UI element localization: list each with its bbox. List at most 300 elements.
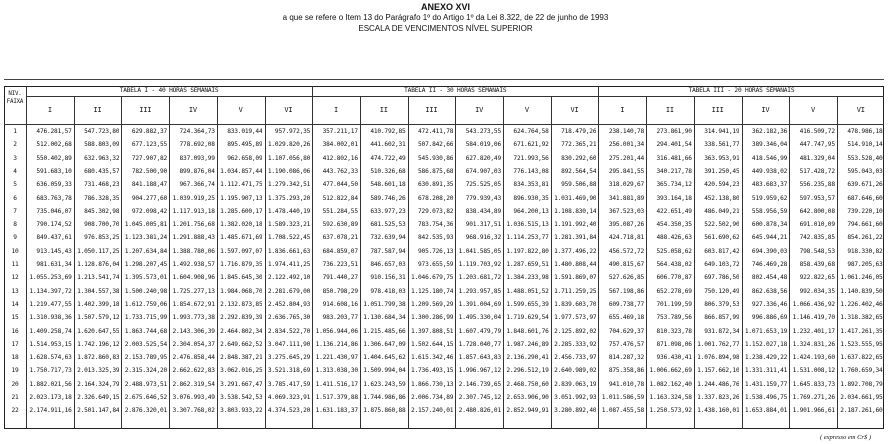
faixa-cell: 1 xyxy=(13,128,17,135)
table-cell: 746.469,28 xyxy=(751,261,788,268)
table-cell: 476.281,57 xyxy=(36,128,72,135)
table-cell: 790.174,52 xyxy=(36,221,72,229)
table-cell: 862.638,56 xyxy=(751,287,788,295)
table-cell: 551.284,55 xyxy=(322,207,358,215)
table-cell: 1.854.672,91 xyxy=(172,300,215,308)
table-cell: 4.374.523,20 xyxy=(267,407,311,415)
table-cell: 2.468.750,60 xyxy=(506,380,549,388)
table-cell: 1.011.586,59 xyxy=(601,394,645,401)
table-cell: 597.953,57 xyxy=(799,194,835,202)
table-cell: 1.001.762,77 xyxy=(697,340,740,348)
table-cell: 1.191.992,40 xyxy=(554,221,597,229)
table-cell: 1.845.645,30 xyxy=(220,274,263,282)
table-cell: 1.488.051,52 xyxy=(506,287,549,295)
table-cell: 2.174.911,16 xyxy=(29,407,72,415)
table-cell: 389.346,04 xyxy=(751,141,788,149)
table-cell: 732.639,94 xyxy=(370,234,406,242)
table-cell: 1.382.020,18 xyxy=(220,221,263,229)
table-cell: 1.589.323,21 xyxy=(267,221,311,229)
table-cell: 525.058,62 xyxy=(656,247,692,255)
table-cell: 918.330,82 xyxy=(847,247,883,255)
table-cell: 1.324.831,26 xyxy=(792,340,835,348)
table-cell: 1.221.430,97 xyxy=(315,354,358,362)
table-cell: 1.061.246,05 xyxy=(840,274,883,282)
faixa-cell: 19 xyxy=(11,367,19,375)
table-cell: 1.114.253,77 xyxy=(506,234,549,242)
level-header: V xyxy=(524,106,529,114)
table-cell: 1.055.253,69 xyxy=(29,274,72,282)
table-cell: 776.143,08 xyxy=(513,167,549,175)
table-cell: 3.062.016,25 xyxy=(220,367,263,375)
table-cell: 478.986,18 xyxy=(847,128,883,135)
table-cell: 871.098,06 xyxy=(656,340,692,348)
document-title: ANEXO XVI xyxy=(420,2,470,12)
table-cell: 486.049,21 xyxy=(704,207,740,215)
table-cell: 1.438.160,01 xyxy=(697,407,740,415)
table-cell: 395.087,26 xyxy=(608,221,645,229)
table-cell: 1.201.756,68 xyxy=(172,221,215,229)
table-cell: 1.051.799,38 xyxy=(363,300,406,308)
table-cell: 810.323,78 xyxy=(656,327,692,335)
table-cell: 2.122.492,10 xyxy=(267,274,311,282)
table-cell: 1.839.603,70 xyxy=(554,300,597,308)
table-cell: 3.803.933,22 xyxy=(220,407,263,415)
table-cell: 314.941,19 xyxy=(704,128,740,135)
table-cell: 624.764,58 xyxy=(513,128,549,135)
table-cell: 850.798,29 xyxy=(322,287,358,295)
table-cell: 681.525,53 xyxy=(370,221,406,229)
table-cell: 591.683,10 xyxy=(36,167,72,175)
faixa-cell: 6 xyxy=(13,194,17,202)
table-cell: 1.987.246,89 xyxy=(506,340,549,348)
faixa-cell: 15 xyxy=(11,314,19,322)
table-cell: 2.285.333,92 xyxy=(554,340,597,348)
table-cell: 2.315.324,20 xyxy=(124,367,168,375)
faixa-cell: 3 xyxy=(13,154,17,162)
table-cell: 1.291.888,43 xyxy=(172,234,215,242)
table-cell: 687.646,60 xyxy=(847,194,883,202)
table-cell: 927.336,46 xyxy=(751,300,788,308)
table-cell: 363.953,91 xyxy=(704,154,740,162)
table-cell: 1.500.240,98 xyxy=(124,287,168,295)
table-cell: 983.203,77 xyxy=(322,314,358,322)
table-cell: 1.071.653,19 xyxy=(744,327,788,335)
table-cell: 691.010,09 xyxy=(799,221,835,229)
table-cell: 3.291.667,47 xyxy=(220,380,263,388)
table-cell: 1.495.330,04 xyxy=(458,314,501,322)
table-cell: 899.876,04 xyxy=(179,167,215,175)
table-cell: 556.235,88 xyxy=(799,181,835,189)
table-cell: 1.431.159,77 xyxy=(744,380,788,388)
table-cell: 1.130.684,34 xyxy=(363,314,406,322)
table-cell: 1.736.493,15 xyxy=(410,367,454,375)
table-cell: 750.120,49 xyxy=(704,287,740,295)
table-cell: 1.219.477,55 xyxy=(29,300,72,308)
table-cell: 629.882,37 xyxy=(131,128,168,135)
table-cell: 655.469,18 xyxy=(608,314,645,322)
table-cell: 677.123,55 xyxy=(131,141,168,149)
table-cell: 1.882.021,56 xyxy=(29,380,72,388)
level-header: II xyxy=(665,106,674,114)
table-cell: 683.763,78 xyxy=(36,194,72,202)
table-cell: 558.956,59 xyxy=(751,207,788,215)
table-cell: 701.199,59 xyxy=(656,300,692,308)
table-cell: 410.792,85 xyxy=(370,128,406,135)
faixa-cell: 8 xyxy=(13,221,17,229)
table-cell: 1.215.485,66 xyxy=(363,327,406,335)
faixa-cell: 12 xyxy=(11,274,19,282)
table-cell: 2.452.804,93 xyxy=(267,300,311,308)
table-cell: 798.548,53 xyxy=(799,247,835,255)
table-cell: 1.836.661,63 xyxy=(267,247,311,255)
faixa-cell: 7 xyxy=(13,207,17,215)
table-cell: 981.631,34 xyxy=(36,261,72,268)
table-cell: 441.602,31 xyxy=(370,141,406,149)
table-cell: 2.292.839,39 xyxy=(220,314,263,322)
table-cell: 3.076.993,49 xyxy=(172,394,215,401)
table-cell: 1.509.994,04 xyxy=(363,367,406,375)
table-cell: 412.802,16 xyxy=(322,154,358,162)
level-header: V xyxy=(811,106,816,114)
table-cell: 976.853,25 xyxy=(84,234,120,242)
table-cell: 642.800,08 xyxy=(799,207,835,215)
table-cell: 652.278,69 xyxy=(656,287,692,295)
table-cell: 603.817,42 xyxy=(704,247,740,255)
table-cell: 729.073,82 xyxy=(418,207,454,215)
table-cell: 424.718,81 xyxy=(608,234,645,242)
table-cell: 1.531.008,12 xyxy=(792,367,835,375)
table-cell: 2.146.739,65 xyxy=(458,380,501,388)
level-header: III xyxy=(711,106,724,114)
table-cell: 1.653.884,01 xyxy=(744,407,788,415)
table-cell: 1.996.967,12 xyxy=(458,367,501,375)
table-group-header: TABELA I - 40 HORAS SEMANAIS xyxy=(119,87,219,94)
faixa-cell: 13 xyxy=(11,287,19,295)
table-cell: 512.822,84 xyxy=(322,194,358,202)
table-cell: 802.454,48 xyxy=(751,274,788,282)
table-cell: 2.164.324,79 xyxy=(77,380,120,388)
table-cell: 2.640.989,02 xyxy=(554,367,597,375)
table-cell: 2.649.662,52 xyxy=(220,340,263,348)
table-cell: 908.700,70 xyxy=(84,221,120,229)
table-cell: 522.502,90 xyxy=(704,221,740,229)
table-cell: 1.404.645,62 xyxy=(363,354,406,362)
table-cell: 913.145,43 xyxy=(36,247,72,255)
table-cell: 772.365,21 xyxy=(561,141,597,149)
table-cell: 1.108.830,14 xyxy=(554,207,597,215)
table-cell: 833.019,44 xyxy=(227,128,263,135)
table-cell: 1.136.214,86 xyxy=(315,340,358,348)
table-cell: 452.138,80 xyxy=(704,194,740,202)
table-cell: 694.390,03 xyxy=(751,247,788,255)
table-cell: 2.143.306,39 xyxy=(172,327,215,335)
table-cell: 957.972,35 xyxy=(274,128,311,135)
table-cell: 1.637.822,65 xyxy=(840,354,883,362)
table-cell: 2.862.319,54 xyxy=(172,380,215,388)
table-cell: 1.281.391,84 xyxy=(554,234,597,242)
table-cell: 725.525,05 xyxy=(465,181,501,189)
table-cell: 1.848.601,76 xyxy=(506,327,549,335)
table-cell: 724.364,73 xyxy=(179,128,215,135)
table-cell: 2.034.661,95 xyxy=(840,394,883,401)
table-cell: 718.479,26 xyxy=(561,128,597,135)
table-cell: 905.726,13 xyxy=(418,247,454,255)
table-cell: 2.848.387,21 xyxy=(220,354,263,362)
table-cell: 586.875,68 xyxy=(418,167,454,175)
table-cell: 338.561,77 xyxy=(704,141,740,149)
table-cell: 967.366,74 xyxy=(179,181,215,189)
table-cell: 1.157.662,10 xyxy=(697,367,740,375)
table-cell: 637.078,21 xyxy=(322,234,358,242)
table-cell: 357.211,17 xyxy=(322,128,358,135)
table-cell: 782.500,90 xyxy=(131,167,168,175)
table-cell: 1.045.005,81 xyxy=(124,221,168,229)
table-cell: 786.328,35 xyxy=(84,194,120,202)
level-header: VI xyxy=(570,106,579,114)
table-col-divider xyxy=(26,86,27,429)
table-cell: 3.307.768,02 xyxy=(172,407,215,415)
table-cell: 1.310.938,36 xyxy=(29,314,72,322)
table-cell: 1.034.857,44 xyxy=(220,167,263,175)
table-cell: 2.464.802,34 xyxy=(220,327,263,335)
table-cell: 2.476.858,44 xyxy=(172,354,215,362)
document-heading: ESCALA DE VENCIMENTOS NÍVEL SUPERIOR xyxy=(358,24,533,33)
table-cell: 968.916,32 xyxy=(465,234,501,242)
table-cell: 561.690,62 xyxy=(704,234,740,242)
table-cell: 2.304.054,37 xyxy=(172,340,215,348)
table-cell: 778.692,08 xyxy=(179,141,215,149)
table-cell: 1.733.715,99 xyxy=(124,314,168,322)
table-cell: 1.163.324,58 xyxy=(649,394,692,401)
table-cell: 567.198,86 xyxy=(608,287,645,295)
table-cell: 1.974.411,25 xyxy=(267,261,311,268)
table-cell: 1.875.860,88 xyxy=(363,407,406,415)
table-cell: 1.591.869,07 xyxy=(554,274,597,282)
table-cell: 914.608,16 xyxy=(322,300,358,308)
table-cell: 896.930,35 xyxy=(513,194,549,202)
table-header-divider xyxy=(4,124,884,125)
faixa-cell: 16 xyxy=(11,327,19,335)
table-cell: 3.051.992,93 xyxy=(554,394,597,401)
table-cell: 527.626,85 xyxy=(608,274,645,282)
table-cell: 783.754,36 xyxy=(418,221,454,229)
faixa-cell: 21 xyxy=(11,394,19,401)
table-cell: 1.492.938,57 xyxy=(172,261,215,268)
table-cell: 678.208,20 xyxy=(418,194,454,202)
table-cell: 794.661,60 xyxy=(847,221,883,229)
table-cell: 420.594,23 xyxy=(704,181,740,189)
table-cell: 845.302,98 xyxy=(84,207,120,215)
table-cell: 1.604.908,96 xyxy=(172,274,215,282)
top-rule xyxy=(4,79,884,80)
table-cell: 589.746,26 xyxy=(370,194,406,202)
faixa-cell: 18 xyxy=(11,354,19,362)
table-cell: 1.411.516,17 xyxy=(315,380,358,388)
table-cell: 609.738,77 xyxy=(608,300,645,308)
table-cell: 866.857,99 xyxy=(704,314,740,322)
table-cell: 1.711.259,25 xyxy=(554,287,597,295)
faixa-cell: 14 xyxy=(11,300,19,308)
table-cell: 2.153.789,95 xyxy=(124,354,168,362)
table-cell: 2.187.261,60 xyxy=(840,407,883,415)
table-cell: 416.509,72 xyxy=(799,128,835,135)
table-cell: 959.506,88 xyxy=(561,181,597,189)
table-cell: 1.538.496,75 xyxy=(744,394,788,401)
table-cell: 1.087.455,58 xyxy=(601,407,645,415)
table-group-divider xyxy=(598,86,599,429)
table-cell: 1.417.261,35 xyxy=(840,327,883,335)
table-group-header: TABELA III - 20 HORAS SEMANAIS xyxy=(688,87,795,94)
table-cell: 1.607.479,79 xyxy=(458,327,501,335)
table-cell: 1.112.471,75 xyxy=(220,181,263,189)
table-cell: 697.786,50 xyxy=(704,274,740,282)
table-cell: 588.803,09 xyxy=(84,141,120,149)
table-cell: 1.402.399,18 xyxy=(77,300,120,308)
table-cell: 1.226.402,46 xyxy=(840,300,883,308)
table-cell: 1.615.342,46 xyxy=(410,354,454,362)
table-cell: 1.597.097,07 xyxy=(220,247,263,255)
table-cell: 517.428,72 xyxy=(799,167,835,175)
table-cell: 1.125.180,74 xyxy=(410,287,454,295)
faixa-cell: 11 xyxy=(11,261,19,268)
table-cell: 1.631.183,37 xyxy=(315,407,358,415)
table-cell: 592.630,89 xyxy=(322,221,358,229)
table-cell: 996.886,69 xyxy=(751,314,788,322)
table-cell: 1.514.953,15 xyxy=(29,340,72,348)
table-cell: 636.059,33 xyxy=(36,181,72,189)
level-header: III xyxy=(425,106,438,114)
faixa-cell: 10 xyxy=(11,247,19,255)
table-cell: 895.495,89 xyxy=(227,141,263,149)
table-cell: 649.103,72 xyxy=(704,261,740,268)
table-cell: 931.872,34 xyxy=(704,327,740,335)
table-cell: 814.287,32 xyxy=(608,354,645,362)
table-cell: 2.636.765,30 xyxy=(267,314,311,322)
table-cell: 393.164,18 xyxy=(656,194,692,202)
table-cell: 472.411,78 xyxy=(418,128,454,135)
table-cell: 1.238.429,22 xyxy=(744,354,788,362)
table-cell: 757.476,57 xyxy=(608,340,645,348)
table-cell: 1.409.258,74 xyxy=(29,327,72,335)
table-cell: 3.538.542,53 xyxy=(220,394,263,401)
table-cell: 3.280.892,40 xyxy=(554,407,597,415)
table-cell: 2.296.512,19 xyxy=(506,367,549,375)
table-cell: 316.481,66 xyxy=(656,154,692,162)
table-cell: 1.337.823,26 xyxy=(697,394,740,401)
table-cell: 1.195.907,13 xyxy=(220,194,263,202)
table-cell: 1.036.515,13 xyxy=(506,221,549,229)
table-cell: 964.200,13 xyxy=(513,207,549,215)
table-cell: 422.651,49 xyxy=(656,207,692,215)
table-cell: 806.379,53 xyxy=(704,300,740,308)
table-cell: 2.501.147,84 xyxy=(77,407,120,415)
table-cell: 488.426,63 xyxy=(656,234,692,242)
table-cell: 1.708.522,45 xyxy=(267,234,311,242)
table-cell: 742.835,85 xyxy=(799,234,835,242)
table-cell: 1.744.986,86 xyxy=(363,394,406,401)
table-cell: 1.977.573,97 xyxy=(554,314,597,322)
table-cell: 630.891,35 xyxy=(418,181,454,189)
table-cell: 2.006.734,89 xyxy=(410,394,454,401)
table-cell: 1.293.957,85 xyxy=(458,287,501,295)
table-cell: 507.842,66 xyxy=(418,141,454,149)
table-cell: 838.434,89 xyxy=(465,207,501,215)
table-cell: 735.046,07 xyxy=(36,207,72,215)
table-cell: 1.377.496,22 xyxy=(554,247,597,255)
table-cell: 3.521.318,69 xyxy=(267,367,311,375)
table-cell: 547.723,80 xyxy=(84,128,120,135)
table-cell: 1.728.040,77 xyxy=(458,340,501,348)
table-cell: 2.326.649,15 xyxy=(77,394,120,401)
table-cell: 846.657,03 xyxy=(370,261,406,268)
table-cell: 978.418,03 xyxy=(370,287,406,295)
table-cell: 837.093,99 xyxy=(179,154,215,162)
table-cell: 1.769.271,26 xyxy=(792,394,835,401)
table-cell: 1.209.569,29 xyxy=(410,300,454,308)
table-cell: 449.938,02 xyxy=(751,167,788,175)
table-cell: 481.329,04 xyxy=(799,154,835,162)
table-cell: 1.517.379,88 xyxy=(315,394,358,401)
faixa-header: NÍV. FAIXA xyxy=(6,91,24,105)
table-cell: 1.119.703,92 xyxy=(458,261,501,268)
table-cell: 553.528,40 xyxy=(847,154,883,162)
table-cell: 2.013.325,39 xyxy=(77,367,120,375)
table-cell: 1.232.401,17 xyxy=(792,327,835,335)
table-cell: 1.901.966,61 xyxy=(792,407,835,415)
table-cell: 1.424.193,60 xyxy=(792,354,835,362)
level-header: IV xyxy=(475,106,484,114)
table-cell: 1.391.004,69 xyxy=(458,300,501,308)
table-group-divider xyxy=(312,86,313,429)
table-cell: 1.857.643,83 xyxy=(458,354,501,362)
table-cell: 2.157.240,01 xyxy=(410,407,454,415)
table-cell: 1.507.579,12 xyxy=(77,314,120,322)
table-cell: 362.182,36 xyxy=(751,128,788,135)
faixa-cell: 5 xyxy=(13,181,17,189)
table-cell: 2.662.622,83 xyxy=(172,367,215,375)
table-cell: 564.438,02 xyxy=(656,261,692,268)
table-cell: 447.747,95 xyxy=(799,141,835,149)
table-cell: 1.134.397,72 xyxy=(29,287,72,295)
table-cell: 1.244.486,76 xyxy=(697,380,740,388)
table-cell: 490.815,67 xyxy=(608,261,645,268)
table-cell: 674.907,03 xyxy=(465,167,501,175)
table-cell: 1.872.860,83 xyxy=(77,354,120,362)
level-header: III xyxy=(139,106,152,114)
table-cell: 1.742.196,12 xyxy=(77,340,120,348)
table-cell: 477.044,50 xyxy=(322,181,358,189)
table-cell: 1.285.600,17 xyxy=(220,207,263,215)
table-cell: 1.039.919,25 xyxy=(172,194,215,202)
table-cell: 1.298.207,45 xyxy=(124,261,168,268)
table-cell: 1.203.681,72 xyxy=(458,274,501,282)
table-cell: 2.480.826,01 xyxy=(458,407,501,415)
table-cell: 548.601,18 xyxy=(370,181,406,189)
table-cell: 1.056.944,06 xyxy=(315,327,358,335)
level-header: VI xyxy=(856,106,865,114)
table-cell: 4.069.323,91 xyxy=(267,394,311,401)
table-cell: 849.437,61 xyxy=(36,234,72,242)
table-cell: 1.485.671,69 xyxy=(220,234,263,242)
table-cell: 875.358,86 xyxy=(608,367,645,375)
table-group-header: TABELA II - 30 HORAS SEMANAIS xyxy=(404,87,507,94)
table-cell: 936.430,41 xyxy=(656,354,692,362)
table-cell: 1.066.436,92 xyxy=(792,300,835,308)
table-cell: 1.190.086,06 xyxy=(267,167,311,175)
table-cell: 779.939,43 xyxy=(465,194,501,202)
table-cell: 1.480.808,44 xyxy=(554,261,597,268)
table-cell: 1.716.879,35 xyxy=(220,261,263,268)
